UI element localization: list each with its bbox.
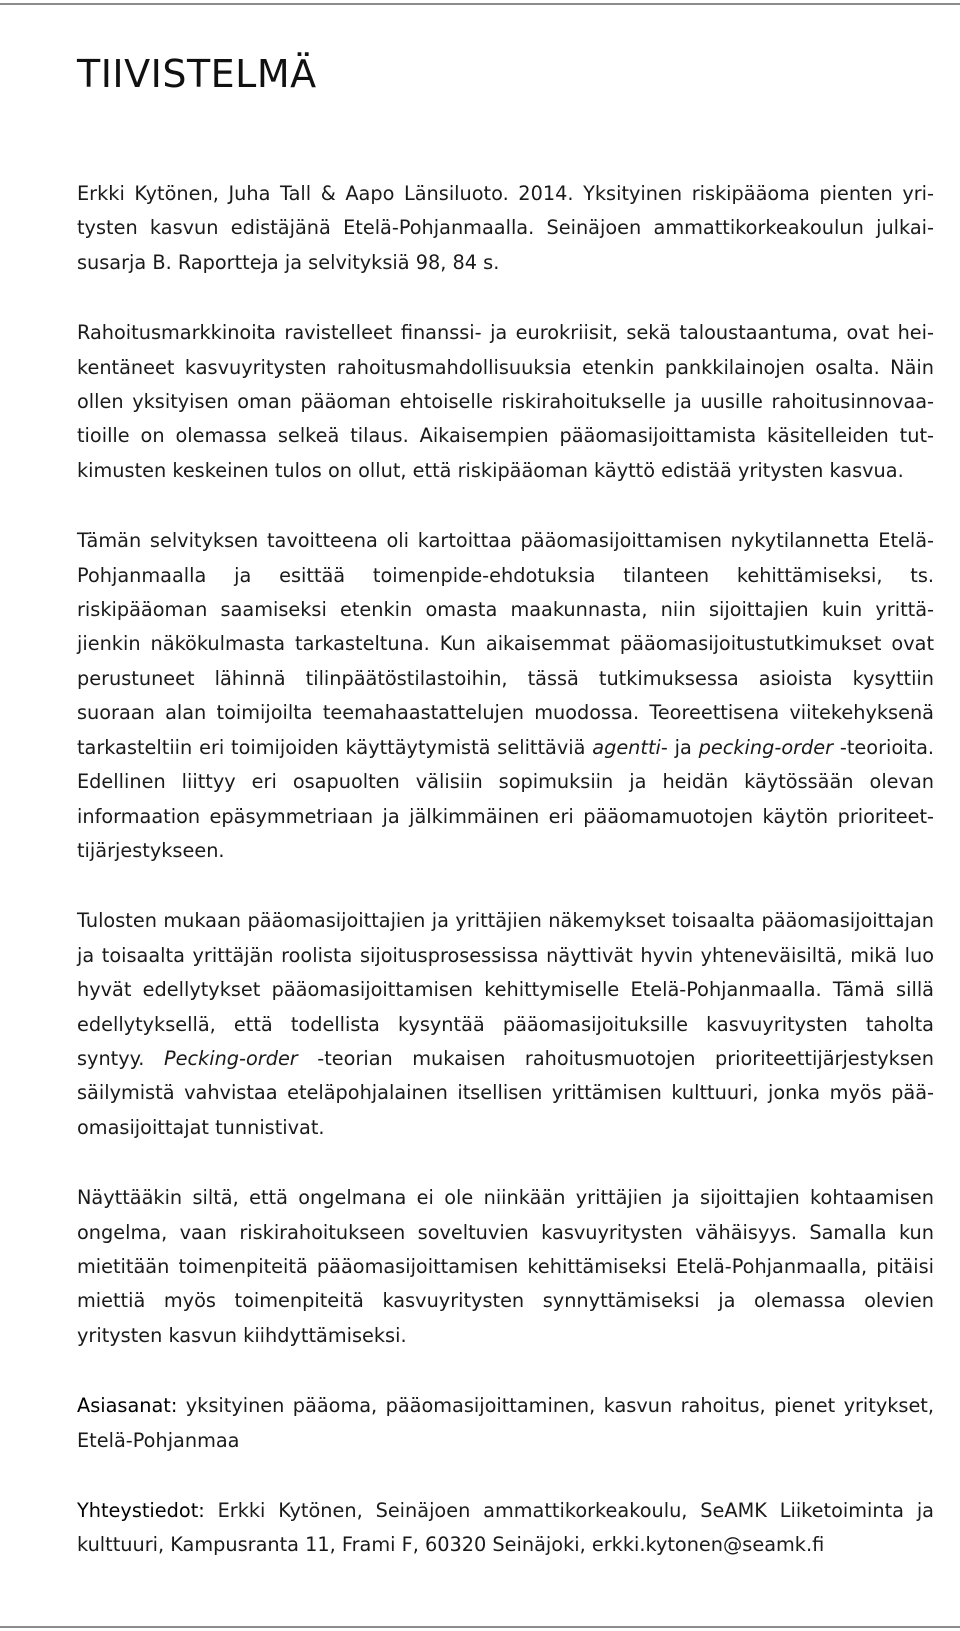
keywords-line [77,1389,934,1458]
top-rule [0,3,960,5]
paragraph-financing-context: Rahoitusmarkkinoita ravistelleet finanssi- ja eurokriisit, sekä taloustaantuma, ovat heikentäneet kasvuyritysten rahoitusmahdollisuuksia etenkin pankkilainojen osalta. Näin ollen yksityisen oman pääoman ehtoiselle riskirahoitukselle ja uusille rahoitusinnovaatioille on olemassa selkeä tilaus. Aikaisempien pääomasijoittamista käsitelleiden tutkimusten keskeinen tulos on ollut, että riskipääoman käyttö edistää yritysten kasvua. [77,321,934,482]
paragraph-results [77,904,934,1145]
paragraph-text: Tämän selvityksen tavoitteena oli kartoittaa pääomasijoittamisen nykytilannetta Etelä-Pohjanmaalla ja esittää toimenpide-ehdotuksia tilanteen kehittämiseksi, ts. riskipääoman saamiseksi etenkin omasta maakunnasta, niin sijoittajien kuin yrittäjienkin näkökulmasta tarkasteltuna. Kun aikaisemmat pääomasijoitustutkimukset ovat perustuneet lähinnä tilinpäätöstilastoihin, tässä tutkimuksessa asioista kysyttiin suoraan alan toimijoilta teemahaastattelujen muodossa. Teoreettisena viitekehyksenä tarkasteltiin eri toimijoiden käyttäytymistä selittäviä [77,529,934,759]
paragraph-text: -teorian mukaisen rahoitusmuotojen prioriteettijärjestyksen säilymistä vahvistaa eteläpohjalainen itsellisen yrittämisen kulttuuri, jonka myös pääomasijoittajat tunnistivat. [77,1046,934,1139]
paragraph-text: - ja [660,735,699,759]
keywords-label: Asiasanat: [77,1394,178,1418]
bottom-rule [0,1626,960,1628]
citation-paragraph: Erkki Kytönen, Juha Tall & Aapo Länsiluoto. 2014. Yksityinen riskipääoma pienten yritysten kasvun edistäjänä Etelä-Pohjanmaalla. Seinäjoen ammattikorkeakoulun julkaisusarja B. Raportteja ja selvityksiä 98, 84 s. [77,182,934,274]
contact-line [77,1494,934,1563]
paragraph-conclusion: Näyttääkin siltä, että ongelmana ei ole niinkään yrittäjien ja sijoittajien kohtaamisen ongelma, vaan riskirahoitukseen soveltuvien kasvuyritysten vähäisyys. Samalla kun mietitään toimenpiteitä pääomasijoittamisen kehittämiseksi Etelä-Pohjanmaalla, pitäisi miettiä myös toimenpiteitä kasvuyritysten synnyttämiseksi ja olemassa olevien yritysten kasvun kiihdyttämiseksi. [77,1186,934,1347]
keywords-text: yksityinen pääoma, pääomasijoittaminen, kasvun rahoitus, pienet yritykset, Etelä-Pohjanmaa [77,1394,934,1452]
page-title: TIIVISTELMÄ [77,52,317,96]
italic-term-agentti: agentti [592,735,661,759]
italic-term-pecking-order: Pecking-order [163,1046,298,1070]
paragraph-study-goal [77,524,934,868]
italic-term-pecking-order: pecking-order [698,735,834,759]
paragraph-text: -teorioita. Edellinen liittyy eri osapuolten välisiin sopimuksiin ja heidän käytössään olevan informaation epäsymmetriaan ja jälkimmäinen eri pääomamuotojen käytön prioriteettijärjestykseen. [77,735,935,862]
contact-label: Yhteystiedot: [77,1499,205,1522]
contact-text: Erkki Kytönen, Seinäjoen ammattikorkeakoulu, SeAMK Liiketoiminta ja kulttuuri, Kampusranta 11, Frami F, 60320 Seinäjoki, erkki.kytonen@seamk.fi [77,1499,934,1557]
abstract-body [77,177,934,1563]
paragraph-text: Tulosten mukaan pääomasijoittajien ja yrittäjien näkemykset toisaalta pääomasijoittajan ja toisaalta yrittäjän roolista sijoitusprosessissa näyttivät hyvin yhteneväisiltä, mikä luo hyvät edellytykset pääomasijoittamisen kehittymiselle Etelä-Pohjanmaalla. Tämä sillä edellytyksellä, että todellista kysyntää pääomasijoituksille kasvuyritysten taholta syntyy. [77,909,934,1070]
